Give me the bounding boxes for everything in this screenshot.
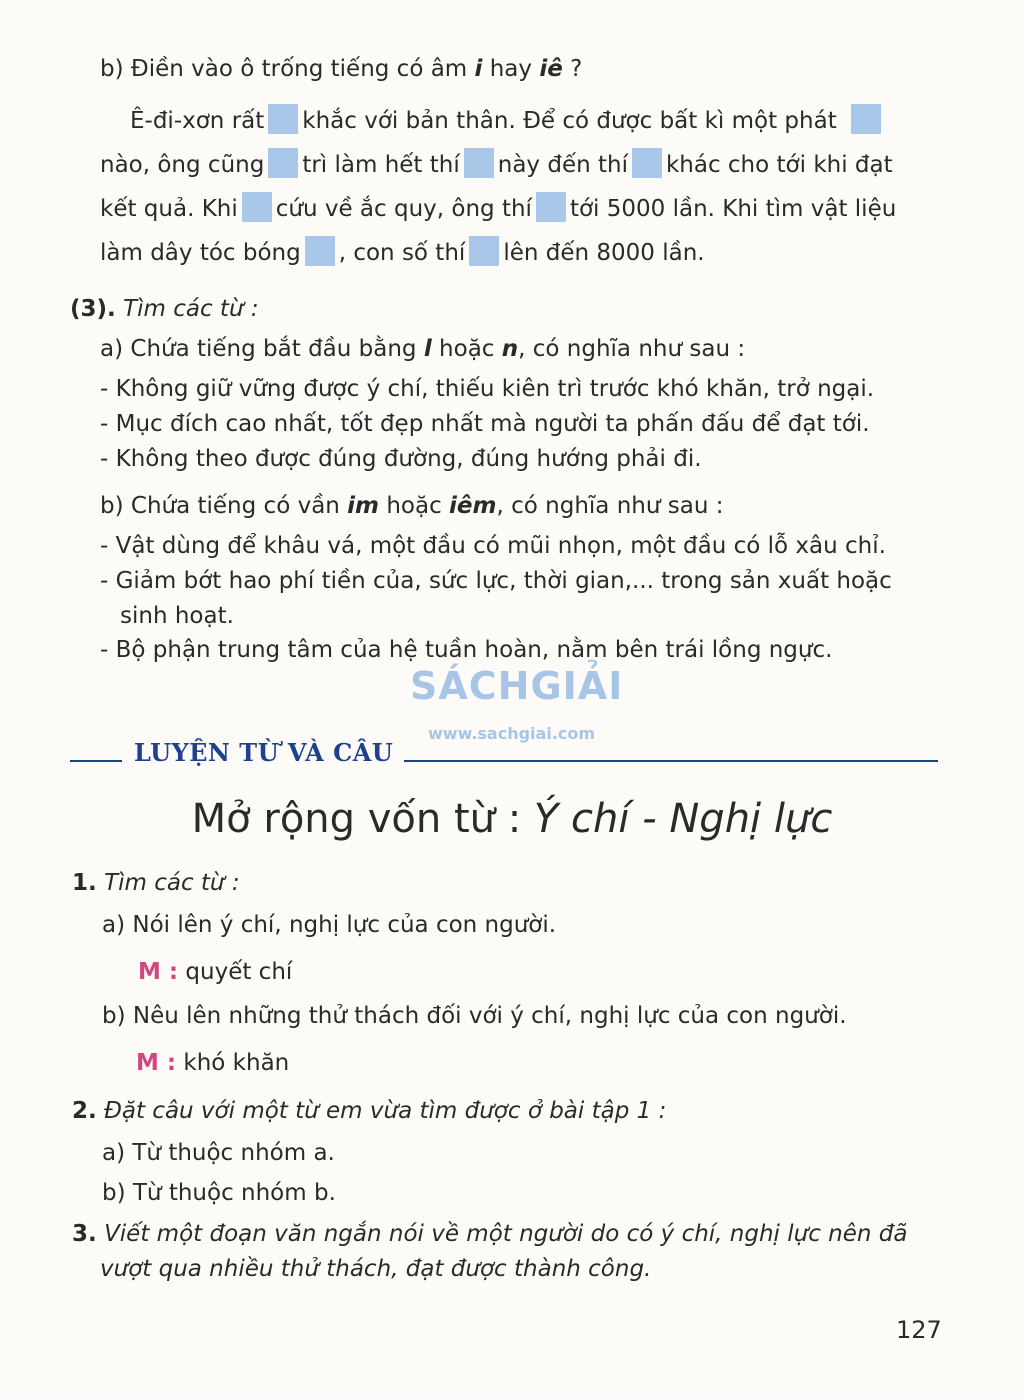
fill-paragraph-line-1: [130, 104, 885, 136]
fill-paragraph-line-2: [100, 148, 893, 180]
lesson-title-normal: Mở rộng vốn từ :: [191, 796, 534, 842]
blank-box[interactable]: [851, 104, 881, 134]
exercise-3a-prompt: [100, 334, 745, 364]
paragraph-text: khắc với bản thân. Để có được bất kì một phát: [302, 108, 837, 134]
model-answer-a: [138, 957, 292, 987]
model-marker: M :: [138, 959, 179, 985]
model-answer-b: [136, 1048, 289, 1078]
blank-box[interactable]: [242, 192, 272, 222]
prompt-l: l: [423, 336, 432, 362]
exercise-3-writing-cont: vượt qua nhiều thử thách, đạt được thành công.: [100, 1256, 652, 1282]
model-example: quyết chí: [185, 959, 293, 985]
model-marker: M :: [136, 1050, 177, 1076]
prompt-text: hay: [482, 56, 540, 82]
paragraph-text: cứu về ắc quy, ông thí: [275, 196, 532, 222]
list-item: - Không theo được đúng đường, đúng hướng phải đi.: [100, 446, 702, 472]
blank-box[interactable]: [305, 236, 335, 266]
exercise-2-heading: [72, 1096, 666, 1126]
blank-box[interactable]: [632, 148, 662, 178]
blank-box[interactable]: [536, 192, 566, 222]
exercise-1b: b) Nêu lên những thử thách đối với ý chí, nghị lực của con người.: [102, 1003, 847, 1029]
prompt-text: hoặc: [431, 336, 502, 362]
exercise-title: Tìm các từ :: [104, 870, 240, 896]
prompt-im: im: [347, 493, 380, 519]
prompt-text: b) Chứa tiếng có vần: [100, 493, 348, 519]
paragraph-text: khác cho tới khi đạt: [665, 152, 893, 178]
watermark-logo: SÁCHGIẢI: [410, 664, 624, 708]
paragraph-text: Ê-đi-xơn rất: [130, 108, 265, 134]
exercise-1-heading: [72, 868, 240, 898]
paragraph-text: trì làm hết thí: [302, 152, 460, 178]
exercise-3b-prompt: [100, 491, 723, 521]
paragraph-text: làm dây tóc bóng: [100, 240, 301, 266]
exercise-3-writing: [72, 1219, 908, 1249]
prompt-text: ?: [562, 56, 583, 82]
section-label: LUYỆN TỪ VÀ CÂU: [134, 738, 394, 767]
list-item: - Vật dùng để khâu vá, một đầu có mũi nhọn, một đầu có lỗ xâu chỉ.: [100, 533, 886, 559]
page-number: 127: [896, 1316, 942, 1344]
blank-box[interactable]: [464, 148, 494, 178]
list-item: - Giảm bớt hao phí tiền của, sức lực, thời gian,... trong sản xuất hoặc: [100, 568, 892, 594]
prompt-iem: iêm: [449, 493, 497, 519]
exercise-text: Viết một đoạn văn ngắn nói về một người do có ý chí, nghị lực nên đã: [104, 1221, 908, 1247]
prompt-ie: iê: [539, 56, 563, 82]
paragraph-text: nào, ông cũng: [100, 152, 265, 178]
list-item-continuation: sinh hoạt.: [120, 603, 234, 629]
blank-box[interactable]: [268, 148, 298, 178]
section-rule-right: [404, 760, 938, 762]
exercise-number: 1.: [72, 870, 97, 896]
model-example: khó khăn: [183, 1050, 290, 1076]
exercise-number: 2.: [72, 1098, 97, 1124]
prompt-text: a) Chứa tiếng bắt đầu bằng: [100, 336, 424, 362]
fill-paragraph-line-4: [100, 236, 705, 268]
exercise-title: Tìm các từ :: [123, 296, 259, 322]
prompt-text: , có nghĩa như sau :: [518, 336, 746, 362]
prompt-text: , có nghĩa như sau :: [496, 493, 724, 519]
part-b-prompt: [100, 54, 582, 84]
prompt-text: hoặc: [379, 493, 450, 519]
paragraph-text: kết quả. Khi: [100, 196, 238, 222]
prompt-n: n: [501, 336, 519, 362]
list-item: - Không giữ vững được ý chí, thiếu kiên trì trước khó khăn, trở ngại.: [100, 376, 875, 402]
exercise-number: 3.: [72, 1221, 97, 1247]
blank-box[interactable]: [268, 104, 298, 134]
watermark-url: www.sachgiai.com: [428, 724, 596, 743]
paragraph-text: này đến thí: [497, 152, 628, 178]
exercise-title: Đặt câu với một từ em vừa tìm được ở bài tập 1 :: [104, 1098, 667, 1124]
paragraph-text: lên đến 8000 lần.: [503, 240, 705, 266]
list-item: - Mục đích cao nhất, tốt đẹp nhất mà người ta phấn đấu để đạt tới.: [100, 411, 870, 437]
section-rule-left: [70, 760, 122, 762]
blank-box[interactable]: [469, 236, 499, 266]
list-item: - Bộ phận trung tâm của hệ tuần hoàn, nằm bên trái lồng ngực.: [100, 637, 833, 663]
exercise-2a: a) Từ thuộc nhóm a.: [102, 1140, 335, 1166]
exercise-3-heading: [70, 294, 259, 324]
lesson-title: [0, 796, 1024, 842]
paragraph-text: , con số thí: [338, 240, 466, 266]
prompt-text: b) Điền vào ô trống tiếng có âm: [100, 56, 475, 82]
exercise-2b: b) Từ thuộc nhóm b.: [102, 1180, 336, 1206]
paragraph-text: tới 5000 lần. Khi tìm vật liệu: [569, 196, 897, 222]
prompt-i: i: [474, 56, 483, 82]
lesson-title-italic: Ý chí - Nghị lực: [533, 796, 833, 842]
exercise-1a: a) Nói lên ý chí, nghị lực của con người.: [102, 912, 557, 938]
fill-paragraph-line-3: [100, 192, 896, 224]
exercise-number: (3).: [70, 296, 116, 322]
